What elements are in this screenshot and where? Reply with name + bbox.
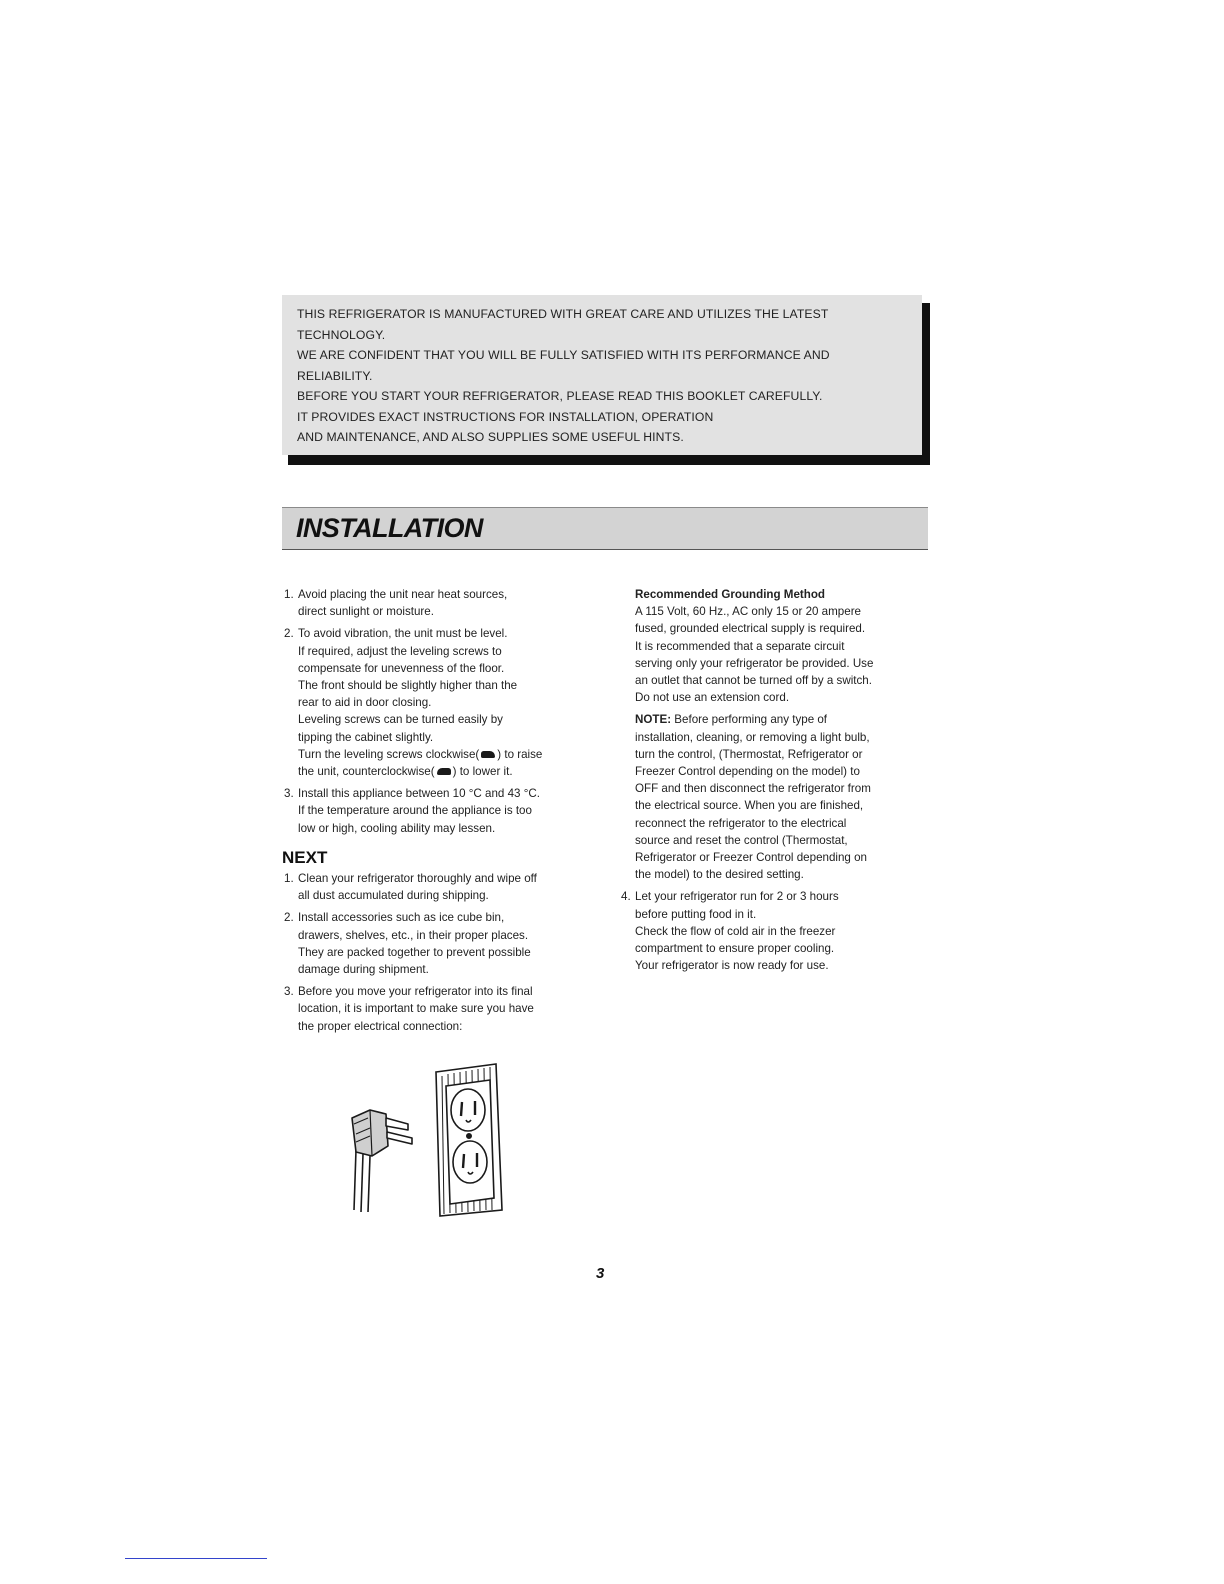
section-header [282, 507, 928, 550]
item-text: compartment to ensure proper cooling. [635, 942, 835, 956]
item-text: Install this appliance between 10 °C and 43 °C. [298, 787, 540, 801]
item-text: direct sunlight or moisture. [298, 605, 434, 619]
next-heading: NEXT [282, 847, 328, 867]
grounding-text: serving only your refrigerator be provided. Use [635, 656, 874, 670]
item-text: Install accessories such as ice cube bin, [298, 911, 505, 925]
item-text: Let your refrigerator run for 2 or 3 hours [635, 890, 839, 904]
item-text: If required, adjust the leveling screws to [298, 644, 502, 658]
item-text: Clean your refrigerator thoroughly and wipe off [298, 872, 537, 886]
grounded-plug-icon [352, 1110, 412, 1212]
item-text: The front should be slightly higher than the [298, 679, 518, 693]
note-text: the model) to the desired setting. [635, 868, 804, 882]
clockwise-lever-icon [481, 751, 495, 758]
item-text: Check the flow of cold air in the freezer [635, 924, 836, 938]
note-text: turn the control, (Thermostat, Refrigerator or [635, 747, 863, 761]
item-text-part: ) to lower it. [452, 765, 513, 779]
note-text: source and reset the control (Thermostat, [635, 833, 848, 847]
grounding-text: It is recommended that a separate circuit [635, 639, 845, 653]
note-text: OFF and then disconnect the refrigerator from [635, 782, 871, 796]
item-text: They are packed together to prevent possible [298, 945, 531, 959]
footer-rule [125, 1558, 267, 1559]
item-text: low or high, cooling ability may lessen. [298, 821, 496, 835]
item-number: 3. [284, 985, 294, 999]
item-text: Your refrigerator is now ready for use. [635, 959, 829, 973]
item-text: damage during shipment. [298, 963, 429, 977]
item-text [298, 763, 602, 780]
item-text-part: the unit, counterclockwise( [298, 765, 435, 779]
counterclockwise-lever-icon [437, 768, 451, 775]
intro-line: THIS REFRIGERATOR IS MANUFACTURED WITH GREAT CARE AND UTILIZES THE LATEST [297, 307, 829, 321]
item-text-part: Turn the leveling screws clockwise( [298, 747, 480, 761]
item-number: 1. [284, 588, 294, 601]
grounding-text: fused, grounded electrical supply is required. [635, 622, 866, 636]
intro-line: IT PROVIDES EXACT INSTRUCTIONS FOR INSTALLATION, OPERATION [297, 409, 714, 424]
intro-line: WE ARE CONFIDENT THAT YOU WILL BE FULLY SATISFIED WITH ITS PERFORMANCE AND [297, 348, 830, 362]
left-column [282, 586, 602, 1040]
page-number: 3 [596, 1265, 605, 1282]
intro-notice-box [282, 295, 922, 455]
item-text-part: ) to raise [497, 747, 543, 761]
note-text [635, 711, 931, 728]
item-text: all dust accumulated during shipping. [298, 889, 489, 903]
grounding-text: A 115 Volt, 60 Hz., AC only 15 or 20 ampere [635, 605, 861, 619]
list-item [282, 870, 602, 904]
intro-line: RELIABILITY. [297, 368, 373, 383]
intro-line: AND MAINTENANCE, AND ALSO SUPPLIES SOME USEFUL HINTS. [297, 430, 684, 444]
intro-line: TECHNOLOGY. [297, 327, 386, 342]
plug-and-outlet-illustration [346, 1058, 512, 1218]
list-item [619, 888, 931, 974]
list-item [282, 625, 602, 780]
list-item [282, 586, 602, 620]
item-number: 4. [621, 890, 631, 904]
intro-line: BEFORE YOU START YOUR REFRIGERATOR, PLEASE READ THIS BOOKLET CAREFULLY. [297, 389, 823, 403]
item-number: 1. [284, 872, 294, 886]
right-column [619, 586, 931, 979]
grounding-section [619, 586, 931, 883]
list-item [282, 909, 602, 978]
item-text: drawers, shelves, etc., in their proper places. [298, 928, 529, 942]
wall-outlet-icon [436, 1064, 502, 1216]
item-text: tipping the cabinet slightly. [298, 730, 434, 744]
note-text: Refrigerator or Freezer Control depending on [635, 851, 867, 865]
note-text: reconnect the refrigerator to the electrical [635, 816, 847, 830]
item-text: location, it is important to make sure you have [298, 1002, 534, 1016]
item-text: the proper electrical connection: [298, 1019, 463, 1033]
list-item [282, 983, 602, 1035]
note-label: NOTE: [635, 713, 672, 727]
item-text: before putting food in it. [635, 907, 757, 921]
item-text: If the temperature around the appliance is too [298, 804, 532, 818]
grounding-title: Recommended Grounding Method [635, 588, 826, 601]
item-text: To avoid vibration, the unit must be level. [298, 627, 508, 641]
note-text: installation, cleaning, or removing a light bulb, [635, 730, 870, 744]
note-text: Freezer Control depending on the model) to [635, 765, 860, 779]
grounding-text: Do not use an extension cord. [635, 691, 790, 705]
item-number: 2. [284, 627, 294, 641]
list-item [282, 785, 602, 837]
item-text: compensate for unevenness of the floor. [298, 661, 505, 675]
item-number: 2. [284, 911, 294, 925]
note-text-part: Before performing any type of [671, 713, 828, 727]
item-number: 3. [284, 787, 294, 801]
item-text: rear to aid in door closing. [298, 696, 432, 710]
section-title: INSTALLATION [296, 513, 483, 543]
grounding-text: an outlet that cannot be turned off by a switch. [635, 674, 872, 688]
item-text: Leveling screws can be turned easily by [298, 713, 503, 727]
item-text: Avoid placing the unit near heat sources, [298, 588, 508, 601]
item-text: Before you move your refrigerator into its final [298, 985, 533, 999]
item-text [298, 746, 602, 763]
note-text: the electrical source. When you are finished, [635, 799, 864, 813]
